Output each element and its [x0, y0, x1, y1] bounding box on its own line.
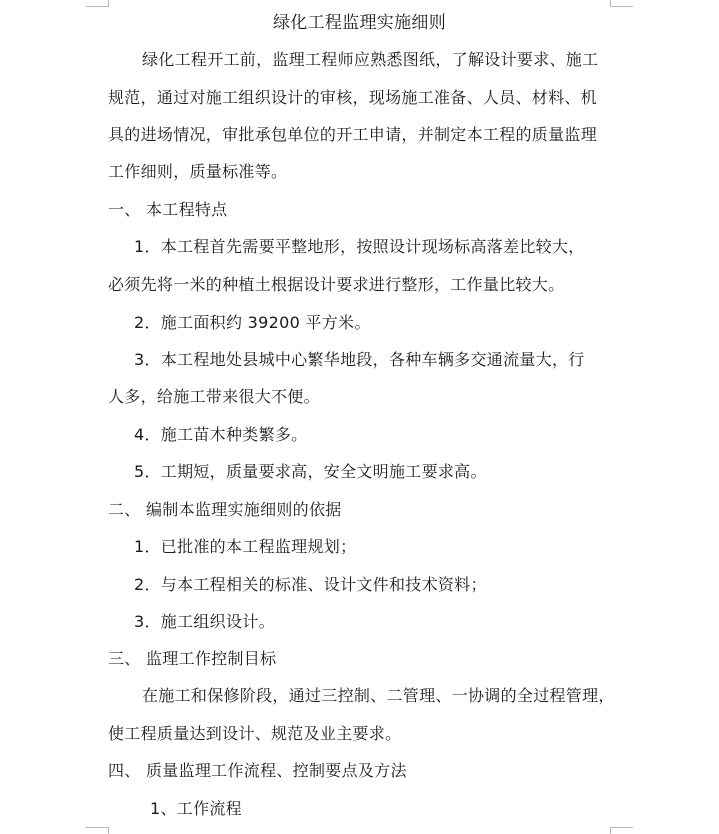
section-2-line-1: 1．已批准的本工程监理规划； [134, 537, 357, 556]
crop-mark-top-left-horizontal [86, 6, 109, 7]
intro-line-1: 绿化工程开工前，监理工程师应熟悉图纸，了解设计要求、施工 [142, 50, 599, 69]
section-2-line-2: 2．与本工程相关的标准、设计文件和技术资料； [134, 575, 487, 594]
section-2-heading: 二、 编制本监理实施细则的依据 [108, 500, 342, 519]
section-1-line-6: 4．施工苗木种类繁多。 [134, 425, 308, 444]
crop-mark-bottom-left-vertical [108, 827, 109, 834]
crop-mark-bottom-left-horizontal [86, 827, 109, 828]
section-1-line-2: 必须先将一米的种植土根据设计要求进行整形，工作量比较大。 [108, 275, 565, 294]
section-1-line-5: 人多，给施工带来很大不便。 [108, 387, 320, 406]
crop-mark-top-right-horizontal [610, 6, 633, 7]
section-3-heading: 三、 监理工作控制目标 [108, 649, 277, 668]
crop-mark-bottom-right-vertical [610, 827, 611, 834]
section-4-line-1: 1、工作流程 [150, 799, 242, 818]
section-3-line-1: 在施工和保修阶段，通过三控制、二管理、一协调的全过程管理， [142, 686, 615, 705]
section-2-line-3: 3．施工组织设计。 [134, 612, 275, 631]
crop-mark-bottom-right-horizontal [610, 827, 633, 828]
section-1-line-7: 5．工期短，质量要求高，安全文明施工要求高。 [134, 462, 487, 481]
section-3-line-2: 使工程质量达到设计、规范及业主要求。 [108, 724, 402, 743]
intro-line-3: 具的进场情况，审批承包单位的开工申请，并制定本工程的质量监理 [108, 125, 598, 144]
section-1-line-3: 2．施工面积约 39200 平方米。 [134, 313, 371, 332]
section-1-line-4: 3．本工程地处县城中心繁华地段，各种车辆多交通流量大，行 [134, 350, 585, 369]
section-4-heading: 四、 质量监理工作流程、控制要点及方法 [108, 761, 407, 780]
document-title: 绿化工程监理实施细则 [273, 13, 446, 33]
intro-line-2: 规范，通过对施工组织设计的审核，现场施工准备、人员、材料、机 [108, 88, 598, 107]
intro-line-4: 工作细则，质量标准等。 [108, 162, 288, 181]
section-1-line-1: 1．本工程首先需要平整地形，按照设计现场标高落差比较大， [134, 237, 585, 256]
section-1-heading: 一、 本工程特点 [108, 200, 228, 219]
